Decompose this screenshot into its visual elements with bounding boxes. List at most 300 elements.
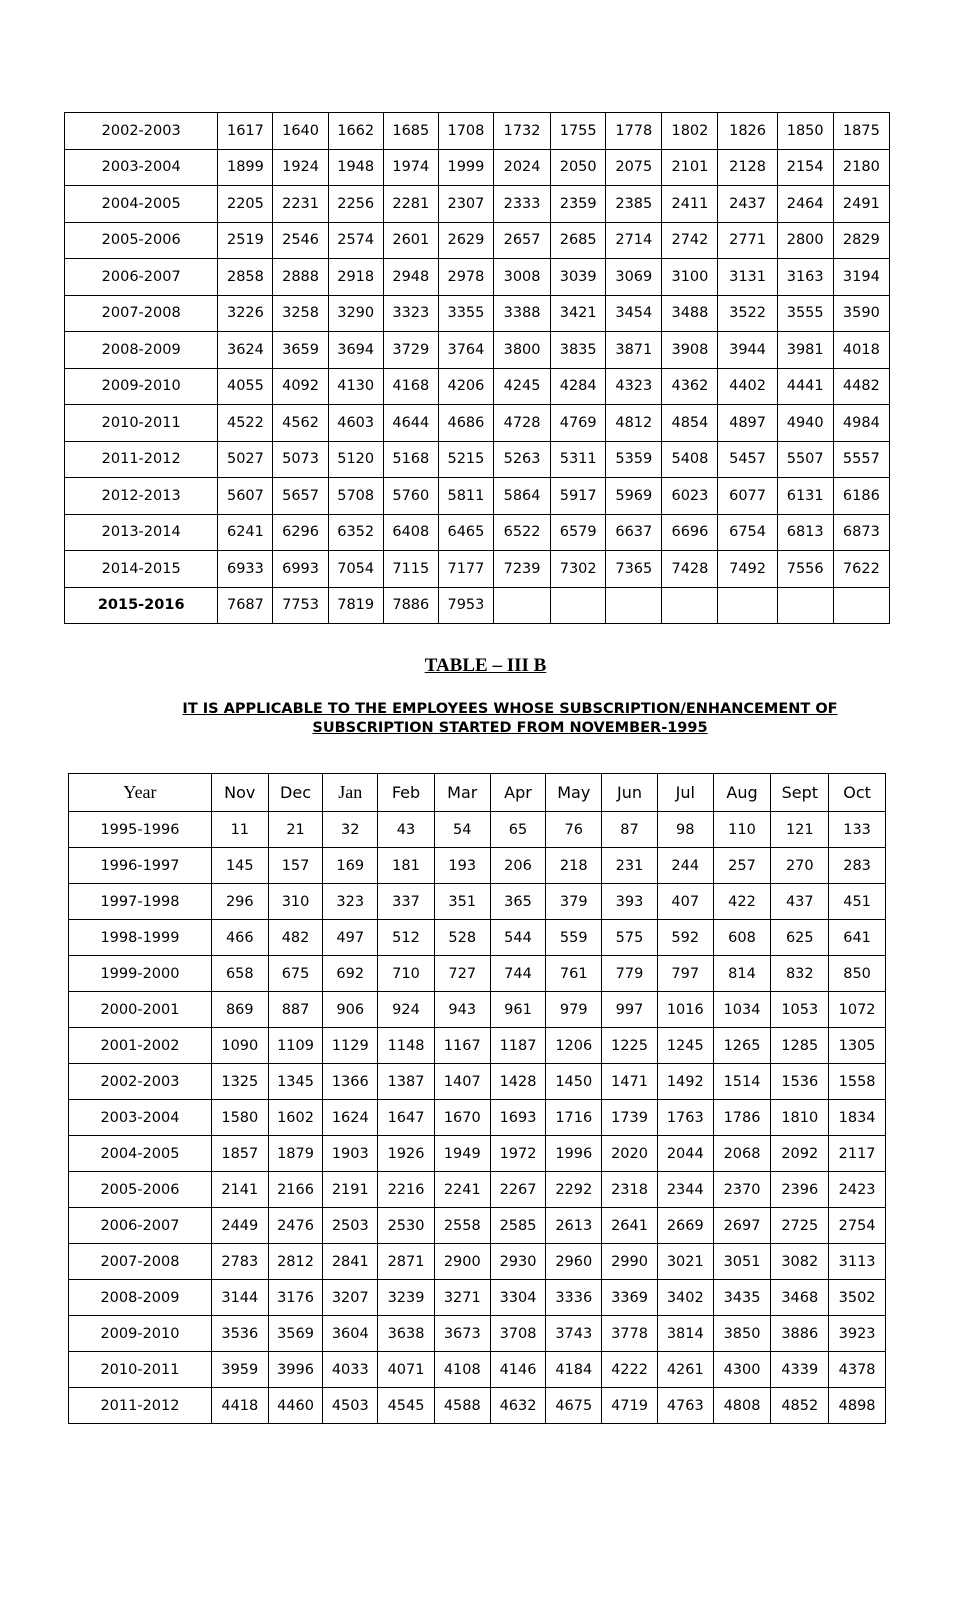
value-cell: 1903 [323,1136,378,1172]
value-cell: 3468 [771,1280,829,1316]
value-cell: 1536 [771,1064,829,1100]
value-cell: 1366 [323,1064,378,1100]
year-cell: 2008-2009 [65,332,218,369]
table-row [69,956,886,992]
value-cell [606,587,662,624]
table-row [65,551,890,588]
value-cell [833,587,889,624]
value-cell: 1708 [438,113,493,150]
year-cell: 2005-2006 [69,1172,212,1208]
value-cell: 2437 [718,186,777,223]
table-row [69,1064,886,1100]
value-cell: 1826 [718,113,777,150]
value-cell: 270 [771,848,829,884]
value-cell: 451 [829,884,886,920]
value-cell: 497 [323,920,378,956]
table-a [64,112,890,624]
value-cell: 4033 [323,1352,378,1388]
value-cell: 3239 [378,1280,435,1316]
year-cell: 2014-2015 [65,551,218,588]
value-cell: 3039 [551,259,606,296]
value-cell: 2092 [771,1136,829,1172]
value-cell: 2888 [273,259,328,296]
value-cell: 2256 [328,186,383,223]
year-cell: 2008-2009 [69,1280,212,1316]
table-row [65,368,890,405]
value-cell: 3336 [546,1280,602,1316]
value-cell: 2800 [777,222,833,259]
value-cell: 2669 [657,1208,713,1244]
year-cell: 1999-2000 [69,956,212,992]
value-cell: 3069 [606,259,662,296]
value-cell: 6579 [551,514,606,551]
value-cell: 512 [378,920,435,956]
value-cell: 2960 [546,1244,602,1280]
value-cell: 7177 [438,551,493,588]
value-cell: 6296 [273,514,328,551]
value-cell: 3800 [493,332,550,369]
table-row [65,222,890,259]
value-cell: 1810 [771,1100,829,1136]
value-cell: 6077 [718,478,777,515]
value-cell: 54 [434,812,490,848]
value-cell: 296 [211,884,268,920]
value-cell: 1670 [434,1100,490,1136]
value-cell: 1974 [383,149,438,186]
value-cell: 1755 [551,113,606,150]
value-cell: 4940 [777,405,833,442]
value-cell: 3569 [268,1316,323,1352]
value-cell: 1879 [268,1136,323,1172]
value-cell: 1387 [378,1064,435,1100]
value-cell: 1345 [268,1064,323,1100]
year-cell: 2001-2002 [69,1028,212,1064]
value-cell: 3871 [606,332,662,369]
year-cell: 1997-1998 [69,884,212,920]
value-cell: 1167 [434,1028,490,1064]
column-header: Jul [657,774,713,812]
value-cell: 5215 [438,441,493,478]
value-cell: 3555 [777,295,833,332]
value-cell: 2871 [378,1244,435,1280]
value-cell: 43 [378,812,435,848]
value-cell: 2641 [602,1208,658,1244]
column-header: Sept [771,774,829,812]
value-cell: 65 [490,812,546,848]
value-cell: 961 [490,992,546,1028]
value-cell: 2530 [378,1208,435,1244]
value-cell: 2574 [328,222,383,259]
value-cell: 7953 [438,587,493,624]
value-cell: 1305 [829,1028,886,1064]
value-cell: 4245 [493,368,550,405]
column-header: Nov [211,774,268,812]
value-cell: 2423 [829,1172,886,1208]
value-cell: 4146 [490,1352,546,1388]
value-cell: 2464 [777,186,833,223]
value-cell: 997 [602,992,658,1028]
value-cell: 257 [713,848,771,884]
value-cell: 1716 [546,1100,602,1136]
value-cell: 779 [602,956,658,992]
column-header: Year [69,774,212,812]
value-cell: 1580 [211,1100,268,1136]
value-cell: 3082 [771,1244,829,1280]
value-cell: 3604 [323,1316,378,1352]
value-cell: 1285 [771,1028,829,1064]
value-cell: 4686 [438,405,493,442]
value-cell: 3981 [777,332,833,369]
value-cell: 2858 [218,259,273,296]
value-cell: 3814 [657,1316,713,1352]
value-cell: 2742 [662,222,718,259]
value-cell: 7239 [493,551,550,588]
value-cell: 5120 [328,441,383,478]
value-cell: 407 [657,884,713,920]
column-header: Oct [829,774,886,812]
value-cell: 3144 [211,1280,268,1316]
table-row [69,1028,886,1064]
value-cell: 2241 [434,1172,490,1208]
value-cell: 379 [546,884,602,920]
value-cell: 1558 [829,1064,886,1100]
value-cell: 3522 [718,295,777,332]
value-cell [718,587,777,624]
value-cell: 1407 [434,1064,490,1100]
column-header: Jun [602,774,658,812]
year-cell: 2002-2003 [65,113,218,150]
value-cell: 727 [434,956,490,992]
year-cell: 2009-2010 [69,1316,212,1352]
value-cell: 310 [268,884,323,920]
value-cell: 4769 [551,405,606,442]
value-cell: 3959 [211,1352,268,1388]
column-header: Dec [268,774,323,812]
value-cell: 4402 [718,368,777,405]
year-cell: 2012-2013 [65,478,218,515]
value-cell: 2101 [662,149,718,186]
value-cell: 365 [490,884,546,920]
value-cell: 5263 [493,441,550,478]
year-cell: 1998-1999 [69,920,212,956]
value-cell: 11 [211,812,268,848]
value-cell: 2449 [211,1208,268,1244]
value-cell: 559 [546,920,602,956]
value-cell: 7622 [833,551,889,588]
table-row [65,405,890,442]
value-cell: 1778 [606,113,662,150]
value-cell: 3923 [829,1316,886,1352]
value-cell: 422 [713,884,771,920]
value-cell: 869 [211,992,268,1028]
value-cell: 3886 [771,1316,829,1352]
value-cell: 3590 [833,295,889,332]
value-cell: 1428 [490,1064,546,1100]
value-cell: 2141 [211,1172,268,1208]
value-cell: 6023 [662,478,718,515]
value-cell: 7054 [328,551,383,588]
value-cell: 1617 [218,113,273,150]
value-cell: 181 [378,848,435,884]
value-cell: 850 [829,956,886,992]
value-cell: 1129 [323,1028,378,1064]
value-cell: 3369 [602,1280,658,1316]
value-cell: 4362 [662,368,718,405]
value-cell: 5507 [777,441,833,478]
value-cell: 3100 [662,259,718,296]
value-cell: 2050 [551,149,606,186]
value-cell: 1206 [546,1028,602,1064]
value-cell: 1685 [383,113,438,150]
value-cell: 437 [771,884,829,920]
value-cell: 4854 [662,405,718,442]
table-row [69,1244,886,1280]
value-cell: 7428 [662,551,718,588]
year-cell: 2004-2005 [69,1136,212,1172]
value-cell: 2370 [713,1172,771,1208]
table-row [69,1208,886,1244]
value-cell: 3764 [438,332,493,369]
value-cell: 979 [546,992,602,1028]
year-cell: 1995-1996 [69,812,212,848]
table-row [65,587,890,624]
value-cell: 4503 [323,1388,378,1424]
value-cell: 4222 [602,1352,658,1388]
value-cell: 4378 [829,1352,886,1388]
value-cell: 1640 [273,113,328,150]
value-cell: 2075 [606,149,662,186]
value-cell: 5457 [718,441,777,478]
value-cell: 3421 [551,295,606,332]
value-cell: 3163 [777,259,833,296]
value-cell: 3908 [662,332,718,369]
value-cell: 4644 [383,405,438,442]
value-cell: 3113 [829,1244,886,1280]
value-cell: 2771 [718,222,777,259]
value-cell: 4460 [268,1388,323,1424]
value-cell: 351 [434,884,490,920]
value-cell: 1802 [662,113,718,150]
value-cell: 3435 [713,1280,771,1316]
value-cell: 1834 [829,1100,886,1136]
year-cell: 2006-2007 [69,1208,212,1244]
value-cell: 3659 [273,332,328,369]
value-cell: 3488 [662,295,718,332]
value-cell: 3008 [493,259,550,296]
value-cell: 6241 [218,514,273,551]
value-cell: 3226 [218,295,273,332]
value-cell: 924 [378,992,435,1028]
table-row [69,884,886,920]
value-cell: 906 [323,992,378,1028]
value-cell: 2267 [490,1172,546,1208]
value-cell: 6186 [833,478,889,515]
value-cell: 283 [829,848,886,884]
value-cell: 2205 [218,186,273,223]
value-cell: 6352 [328,514,383,551]
year-cell: 2003-2004 [65,149,218,186]
value-cell: 4763 [657,1388,713,1424]
value-cell: 6873 [833,514,889,551]
value-cell: 710 [378,956,435,992]
value-cell: 145 [211,848,268,884]
value-cell: 4984 [833,405,889,442]
value-cell: 2216 [378,1172,435,1208]
value-cell: 169 [323,848,378,884]
value-cell: 7753 [273,587,328,624]
value-cell: 2948 [383,259,438,296]
value-cell: 323 [323,884,378,920]
value-cell: 157 [268,848,323,884]
value-cell: 3021 [657,1244,713,1280]
value-cell: 393 [602,884,658,920]
value-cell: 2725 [771,1208,829,1244]
value-cell: 2044 [657,1136,713,1172]
value-cell: 5168 [383,441,438,478]
value-cell: 2900 [434,1244,490,1280]
value-cell: 2558 [434,1208,490,1244]
value-cell: 4130 [328,368,383,405]
value-cell: 1763 [657,1100,713,1136]
value-cell: 32 [323,812,378,848]
value-cell: 1053 [771,992,829,1028]
value-cell: 5027 [218,441,273,478]
value-cell: 2829 [833,222,889,259]
table-b-body [69,812,886,1424]
value-cell: 3355 [438,295,493,332]
year-cell: 2015-2016 [65,587,218,624]
value-cell: 4108 [434,1352,490,1388]
table-row [65,332,890,369]
value-cell: 4728 [493,405,550,442]
value-cell: 2068 [713,1136,771,1172]
value-cell: 2292 [546,1172,602,1208]
value-cell: 1072 [829,992,886,1028]
value-cell: 4852 [771,1388,829,1424]
value-cell: 5917 [551,478,606,515]
value-cell: 2191 [323,1172,378,1208]
value-cell: 4719 [602,1388,658,1424]
table-row [69,812,886,848]
value-cell: 7492 [718,551,777,588]
value-cell: 3388 [493,295,550,332]
value-cell: 1732 [493,113,550,150]
value-cell: 21 [268,812,323,848]
table-b-header-row [69,774,886,812]
value-cell: 592 [657,920,713,956]
value-cell: 1148 [378,1028,435,1064]
value-cell: 7886 [383,587,438,624]
value-cell [777,587,833,624]
value-cell: 6637 [606,514,662,551]
value-cell: 4812 [606,405,662,442]
column-header: Aug [713,774,771,812]
value-cell: 121 [771,812,829,848]
table-subtitle [170,700,850,738]
value-cell: 1949 [434,1136,490,1172]
value-cell: 4300 [713,1352,771,1388]
table-row [65,441,890,478]
value-cell: 1899 [218,149,273,186]
year-cell: 2011-2012 [65,441,218,478]
value-cell: 5311 [551,441,606,478]
value-cell: 4055 [218,368,273,405]
value-cell: 1016 [657,992,713,1028]
value-cell: 4168 [383,368,438,405]
value-cell: 625 [771,920,829,956]
value-cell: 2281 [383,186,438,223]
value-cell: 2657 [493,222,550,259]
value-cell: 4603 [328,405,383,442]
value-cell: 5408 [662,441,718,478]
value-cell: 5359 [606,441,662,478]
value-cell: 2783 [211,1244,268,1280]
value-cell: 2930 [490,1244,546,1280]
value-cell: 206 [490,848,546,884]
value-cell [662,587,718,624]
value-cell: 3323 [383,295,438,332]
value-cell: 2841 [323,1244,378,1280]
value-cell: 1693 [490,1100,546,1136]
value-cell: 87 [602,812,658,848]
value-cell: 482 [268,920,323,956]
value-cell: 1924 [273,149,328,186]
value-cell: 4441 [777,368,833,405]
value-cell: 5864 [493,478,550,515]
value-cell: 1972 [490,1136,546,1172]
value-cell: 4018 [833,332,889,369]
value-cell: 2154 [777,149,833,186]
value-cell: 3207 [323,1280,378,1316]
value-cell: 528 [434,920,490,956]
value-cell: 4482 [833,368,889,405]
value-cell: 3996 [268,1352,323,1388]
value-cell: 6933 [218,551,273,588]
value-cell: 3131 [718,259,777,296]
table-row [65,295,890,332]
value-cell: 1471 [602,1064,658,1100]
value-cell: 1850 [777,113,833,150]
value-cell: 3258 [273,295,328,332]
value-cell: 1739 [602,1100,658,1136]
value-cell: 4675 [546,1388,602,1424]
value-cell: 2918 [328,259,383,296]
value-cell: 5657 [273,478,328,515]
value-cell: 4808 [713,1388,771,1424]
value-cell: 4897 [718,405,777,442]
table-row [69,1136,886,1172]
value-cell: 5969 [606,478,662,515]
value-cell: 1926 [378,1136,435,1172]
value-cell: 1786 [713,1100,771,1136]
value-cell: 3402 [657,1280,713,1316]
value-cell: 6993 [273,551,328,588]
value-cell: 2359 [551,186,606,223]
table-row [69,848,886,884]
value-cell: 5607 [218,478,273,515]
value-cell: 4261 [657,1352,713,1388]
year-cell: 2000-2001 [69,992,212,1028]
value-cell: 608 [713,920,771,956]
value-cell: 4632 [490,1388,546,1424]
value-cell: 2385 [606,186,662,223]
value-cell: 7556 [777,551,833,588]
value-cell: 4588 [434,1388,490,1424]
value-cell: 2978 [438,259,493,296]
value-cell: 1034 [713,992,771,1028]
value-cell: 1450 [546,1064,602,1100]
value-cell: 3638 [378,1316,435,1352]
